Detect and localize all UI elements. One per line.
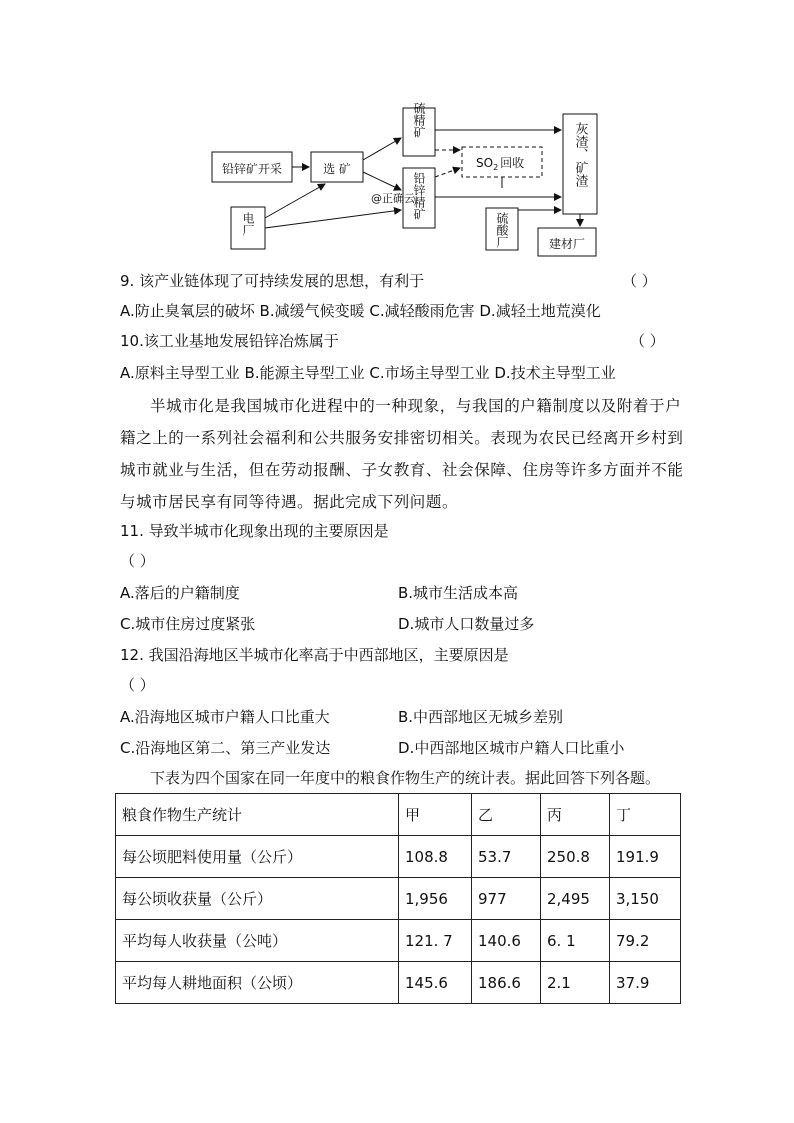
table-cell: 977 <box>472 878 541 920</box>
q12-stem: 12. 我国沿海地区半城市化率高于中西部地区，主要原因是 <box>120 646 509 664</box>
table-row <box>116 836 681 878</box>
label-ore-dressing: 选 矿 <box>323 162 351 176</box>
q11-option-a[interactable]: A.落后的户籍制度 <box>120 584 240 602</box>
passage-line-2: 籍之上的一系列社会福利和公共服务安排密切相关。表现为农民已经离开乡村到 <box>120 429 684 447</box>
q11-option-b[interactable]: B.城市生活成本高 <box>398 584 519 602</box>
table-cell: 250.8 <box>541 836 610 878</box>
table-row <box>116 878 681 920</box>
table-cell: 3,150 <box>610 878 681 920</box>
passage-line-3: 城市就业与生活，但在劳动报酬、子女教育、社会保障、住房等许多方面并不能 <box>120 461 684 479</box>
table-cell: 37.9 <box>610 962 681 1004</box>
table-row <box>116 962 681 1004</box>
table-header-cell: 甲 <box>399 794 472 836</box>
arrow-power-to-leadzinc <box>265 210 401 228</box>
q11-stem: 11. 导致半城市化现象出现的主要原因是 <box>120 522 389 540</box>
table-cell: 1,956 <box>399 878 472 920</box>
q12-option-c[interactable]: C.沿海地区第二、第三产业发达 <box>120 739 331 757</box>
q10-answer-bracket[interactable]: （ ） <box>630 332 665 350</box>
label-lead-zinc-mining: 铅锌矿开采 <box>221 162 283 176</box>
grain-production-table <box>115 793 681 1004</box>
passage-line-1: 半城市化是我国城市化进程中的一种现象，与我国的户籍制度以及附着于户 <box>150 397 682 415</box>
table-cell: 53.7 <box>472 836 541 878</box>
table-header-cell: 丙 <box>541 794 610 836</box>
q9-answer-bracket[interactable]: （ ） <box>622 272 657 290</box>
q12-option-b[interactable]: B.中西部地区无城乡差别 <box>398 708 564 726</box>
q10-stem: 10.该工业基地发展铅锌冶炼属于 <box>120 332 339 350</box>
table-header-cell: 乙 <box>472 794 541 836</box>
table-header-cell: 粮食作物生产统计 <box>116 794 399 836</box>
label-sulfur-concentrate: 硫精矿 <box>412 102 426 138</box>
label-building-materials: 建材厂 <box>548 237 586 251</box>
arrow-dressing-to-sulfur <box>363 138 401 160</box>
table-header-cell: 丁 <box>610 794 681 836</box>
watermark-text: @正确云 <box>371 192 415 205</box>
table-cell: 平均每人收获量（公吨） <box>116 920 399 962</box>
q12-option-d[interactable]: D.中西部地区城市户籍人口比重小 <box>398 739 625 757</box>
arrow-power-to-dressing <box>265 184 325 218</box>
label-so2-recovery: $SO_2$ 回收 <box>476 156 525 172</box>
q11-option-c[interactable]: C.城市住房过度紧张 <box>120 615 256 633</box>
table-cell: 121. 7 <box>399 920 472 962</box>
table-header-row <box>116 794 681 836</box>
table-cell: 每公顷肥料使用量（公斤） <box>116 836 399 878</box>
industry-chain-diagram <box>0 0 794 265</box>
table-cell: 每公顷收获量（公斤） <box>116 878 399 920</box>
q12-answer-bracket[interactable]: （ ） <box>120 676 155 694</box>
arrow-leadzinc-to-so2 <box>435 168 460 177</box>
q11-answer-bracket[interactable]: （ ） <box>120 552 155 570</box>
table-cell: 79.2 <box>610 920 681 962</box>
q9-options: A.防止臭氧层的破坏 B.减缓气候变暖 C.减轻酸雨危害 D.减轻土地荒漠化 <box>120 302 601 320</box>
arrow-dressing-to-leadzinc <box>363 172 401 190</box>
table-row <box>116 920 681 962</box>
label-power-plant: 电厂 <box>241 212 255 236</box>
label-lead-zinc-concentrate: 铅锌精矿 <box>412 172 426 220</box>
table-cell: 2,495 <box>541 878 610 920</box>
table-cell: 186.6 <box>472 962 541 1004</box>
table-cell: 2.1 <box>541 962 610 1004</box>
table-cell: 140.6 <box>472 920 541 962</box>
q12-option-a[interactable]: A.沿海地区城市户籍人口比重大 <box>120 708 330 726</box>
q10-options: A.原料主导型工业 B.能源主导型工业 C.市场主导型工业 D.技术主导型工业 <box>120 364 616 382</box>
table-cell: 平均每人耕地面积（公顷） <box>116 962 399 1004</box>
label-ash-slag: 灰渣、矿渣 <box>572 122 588 187</box>
q11-option-d[interactable]: D.城市人口数量过多 <box>398 615 535 633</box>
table-cell: 108.8 <box>399 836 472 878</box>
passage-line-4: 与城市居民享有同等待遇。据此完成下列问题。 <box>120 493 459 511</box>
table-cell: 6. 1 <box>541 920 610 962</box>
table-cell: 191.9 <box>610 836 681 878</box>
table-intro: 下表为四个国家在同一年度中的粮食作物生产的统计表。据此回答下列各题。 <box>150 769 661 787</box>
label-sulfuric-acid-plant: 硫酸厂 <box>495 212 509 248</box>
table-cell: 145.6 <box>399 962 472 1004</box>
q9-stem: 9. 该产业链体现了可持续发展的思想，有利于 <box>120 272 425 290</box>
